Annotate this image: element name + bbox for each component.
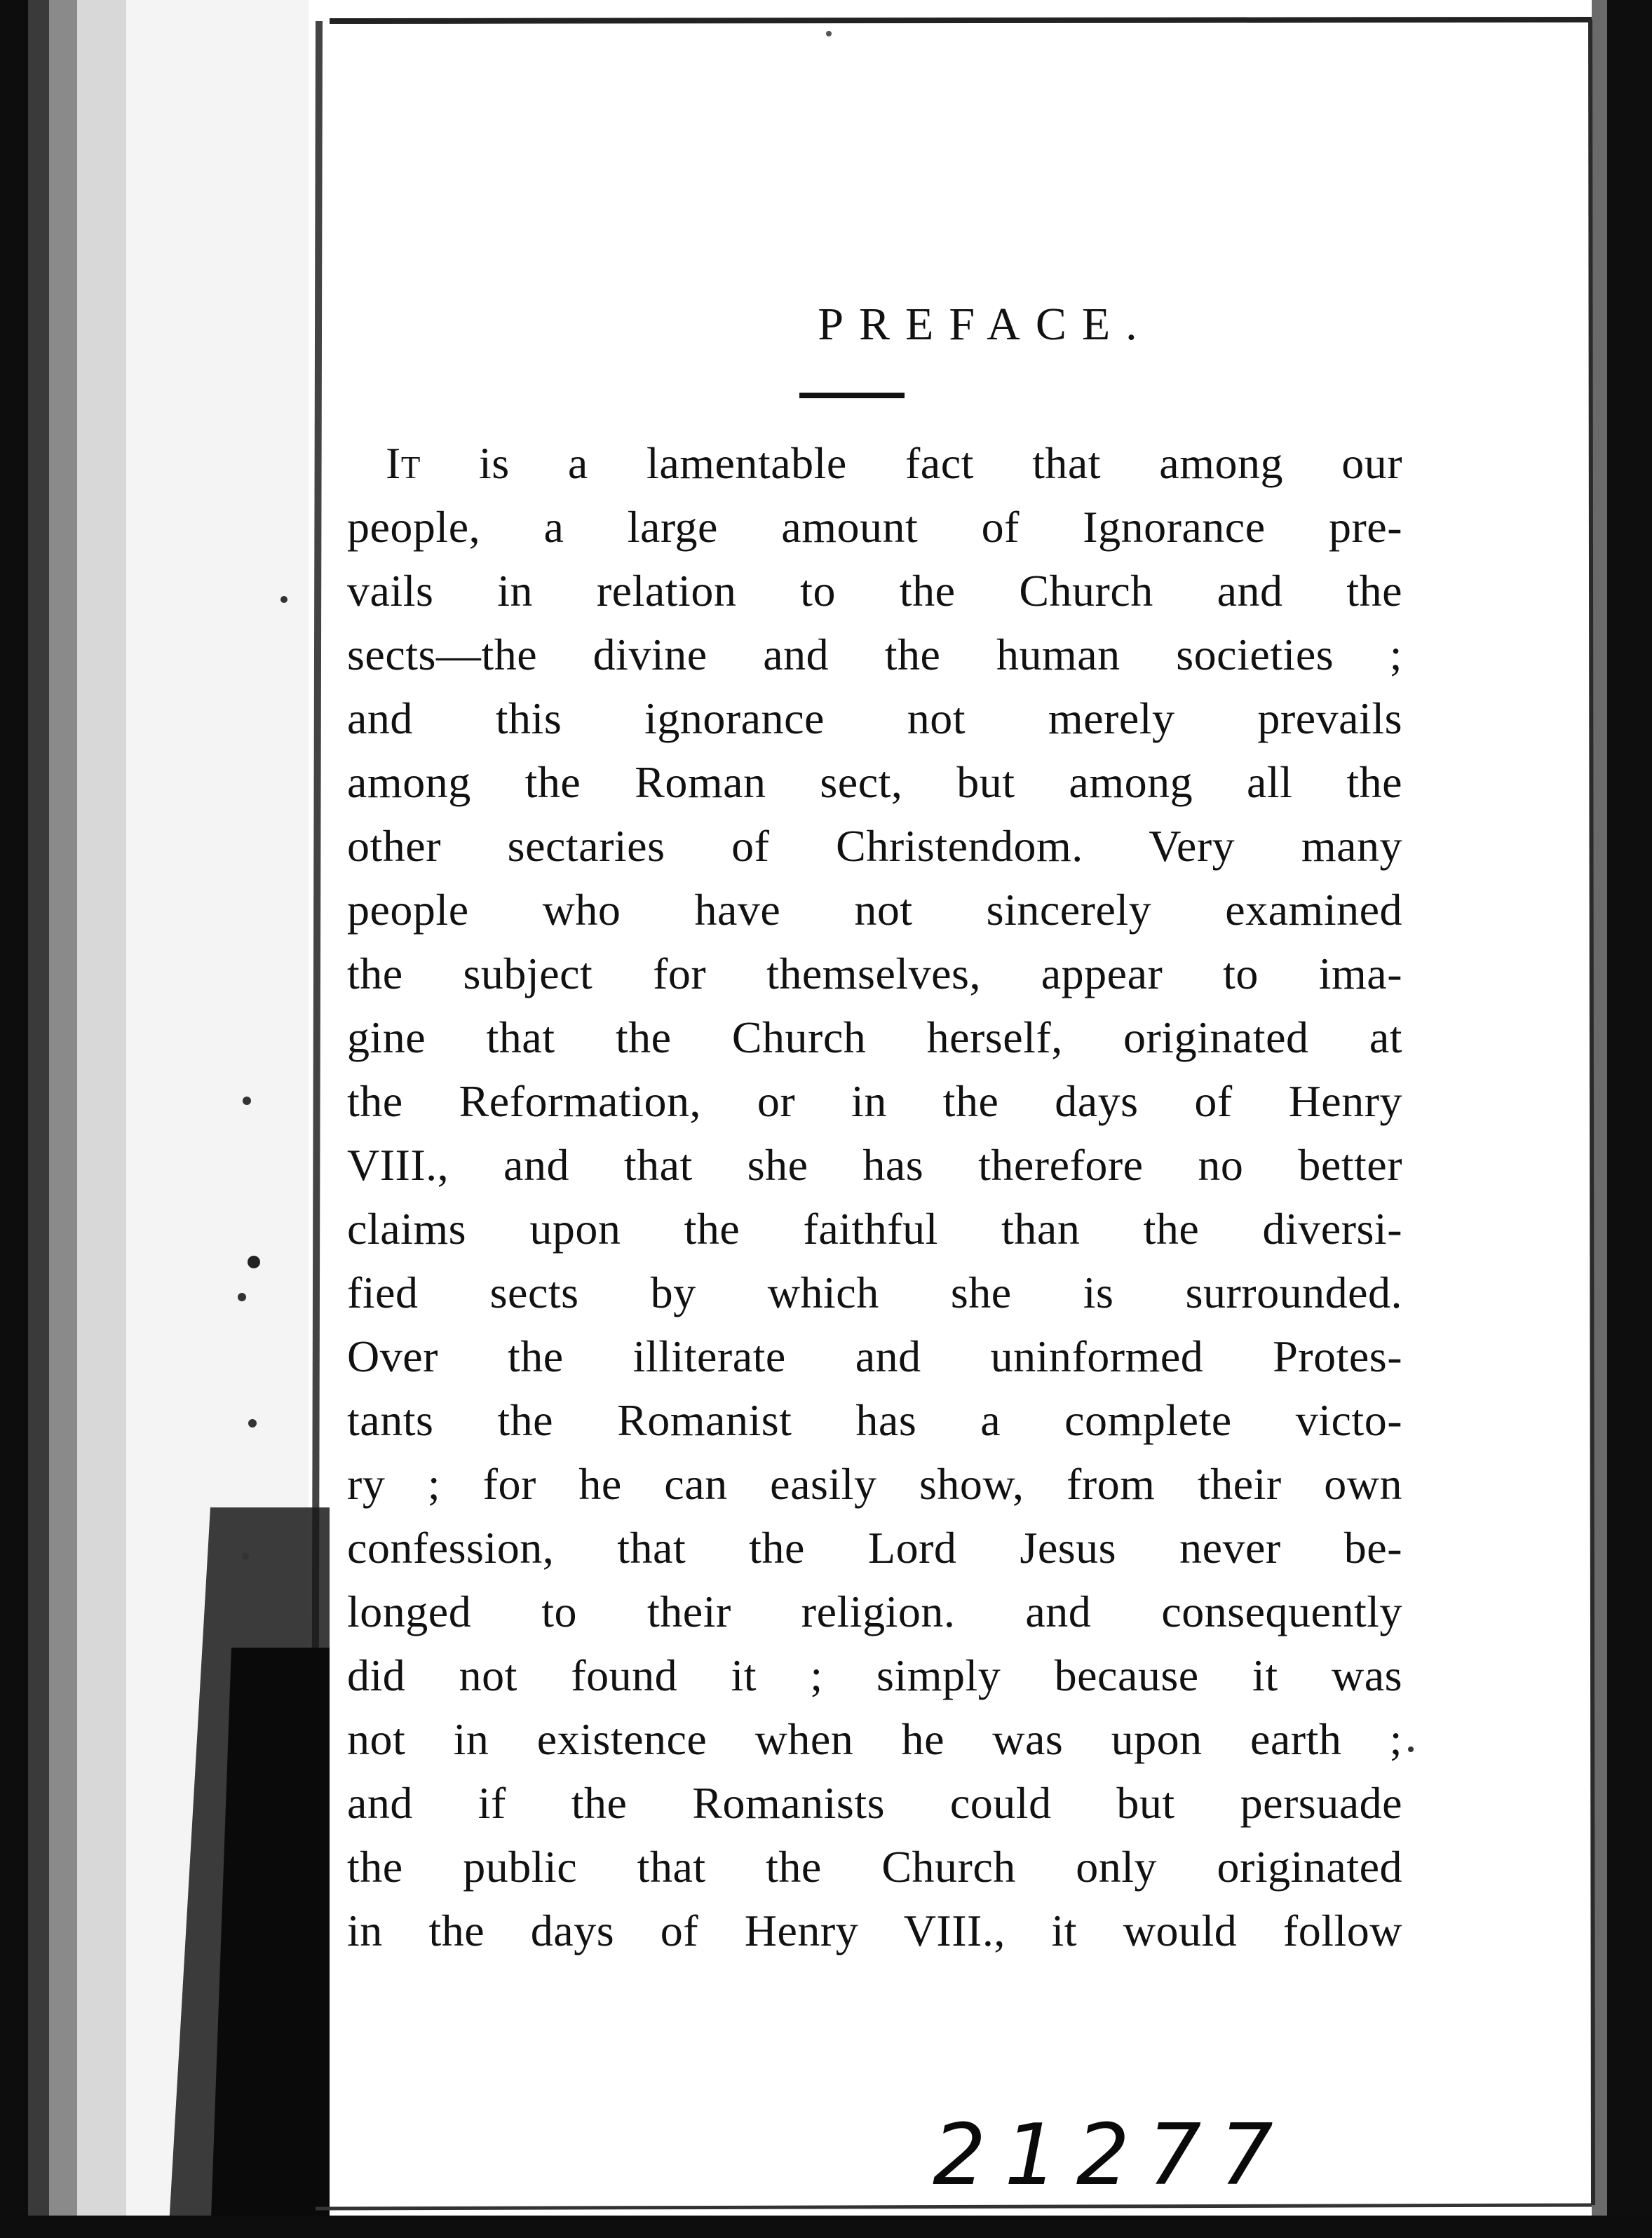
text-line: gine that the Church herself, originated at xyxy=(347,1012,1402,1062)
title-rule xyxy=(799,393,905,398)
text-line: Over the illiterate and uninformed Protes- xyxy=(347,1331,1402,1381)
book-page xyxy=(330,21,1599,2216)
text-line: the Reformation, or in the days of Henry xyxy=(347,1076,1402,1126)
text-line: ry ; for he can easily show, from their own xyxy=(347,1459,1402,1509)
text-line: in the days of Henry VIII., it would follow xyxy=(347,1906,1402,1955)
text-line: vails in relation to the Church and the xyxy=(347,566,1402,616)
text-line: longed to their religion. and consequently xyxy=(347,1587,1402,1636)
handwritten-accession-number: 21277 xyxy=(933,2107,1292,2204)
text-line: not in existence when he was upon earth ; xyxy=(347,1714,1402,1764)
text-line: among the Roman sect, but among all the xyxy=(347,757,1402,807)
text-line: It is a lamentable fact that among our xyxy=(386,438,1402,488)
text-line: people, a large amount of Ignorance pre- xyxy=(347,502,1402,552)
text-line: and if the Romanists could but persuade xyxy=(347,1778,1402,1828)
text-line: VIII., and that she has therefore no better xyxy=(347,1140,1402,1190)
text-line: and this ignorance not merely prevails xyxy=(347,693,1402,743)
text-line: the public that the Church only originated xyxy=(347,1842,1402,1892)
text-line: people who have not sincerely examined xyxy=(347,885,1402,935)
text-line: other sectaries of Christendom. Very many xyxy=(347,821,1402,871)
text-line: fied sects by which she is surrounded. xyxy=(347,1268,1402,1317)
text-line: sects—the divine and the human societies ; xyxy=(347,630,1402,679)
text-line: did not found it ; simply because it was xyxy=(347,1650,1402,1700)
page-title: PREFACE. xyxy=(818,299,1153,350)
text-line: claims upon the faithful than the diversi- xyxy=(347,1204,1402,1254)
text-line: confession, that the Lord Jesus never be- xyxy=(347,1523,1402,1573)
opening-word: It xyxy=(386,438,421,488)
text-line: the subject for themselves, appear to ima- xyxy=(347,949,1402,998)
text-line: tants the Romanist has a complete victo- xyxy=(347,1395,1402,1445)
preface-body xyxy=(347,431,1402,1962)
